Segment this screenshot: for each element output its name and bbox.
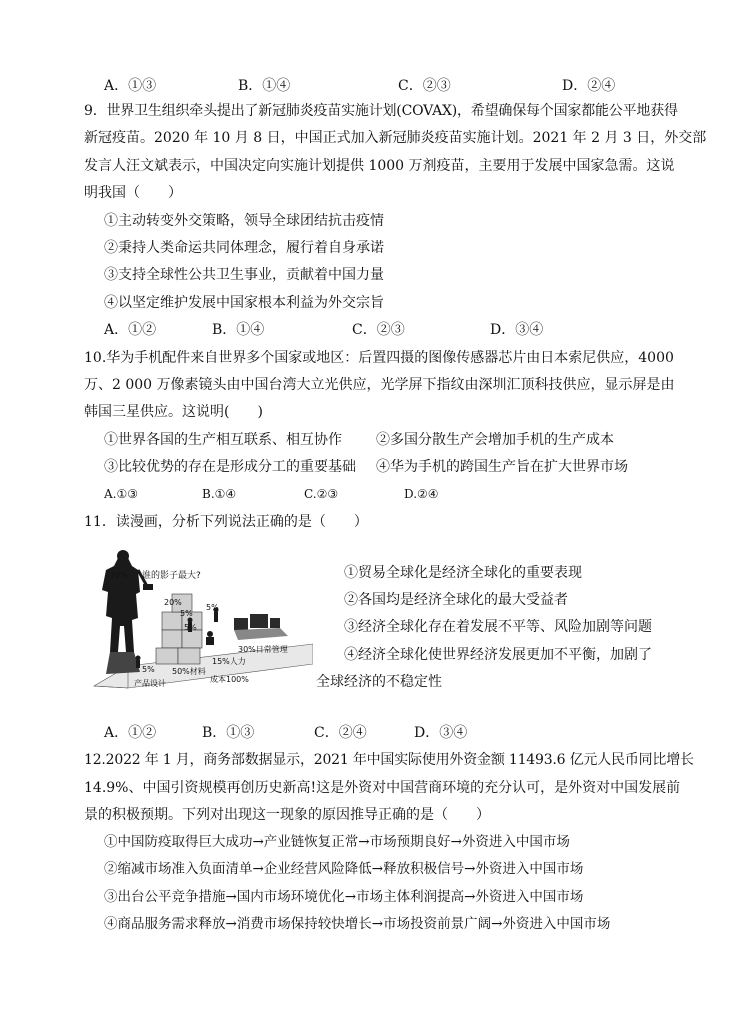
q8-option-b[interactable]: B．①④	[238, 78, 291, 94]
q9-stem-line-1: 9．世界卫生组织牵头提出了新冠肺炎疫苗实施计划(COVAX)，希望确保每个国家都能公平地获得	[84, 103, 678, 119]
q11-cartoon	[88, 548, 313, 696]
q11-cartoon-label-70: 70%	[110, 571, 128, 580]
q8-option-c[interactable]: C．②③	[398, 78, 451, 94]
q10-stem-line-1: 10.华为手机配件来自世界多个国家或地区：后置四摄的图像传感器芯片由日本索尼供应，4000	[84, 350, 674, 366]
q8-option-a[interactable]: A．①③	[104, 78, 157, 94]
q9-stem-line-2: 新冠疫苗。2020 年 10 月 8 日，中国正式加入新冠肺炎疫苗实施计划。2021 年 2 月 3 日，外交部	[84, 130, 707, 146]
q10-option-b[interactable]: B.①④	[202, 487, 237, 501]
q10-option-c[interactable]: C.②③	[304, 487, 339, 501]
q9-stem-line-4: 明我国（ ）	[84, 185, 182, 201]
q10-stem-line-3: 韩国三星供应。这说明( )	[84, 404, 263, 420]
q9-option-b[interactable]: B．①④	[212, 322, 265, 338]
q11-stem: 11．读漫画，分析下列说法正确的是（ ）	[84, 514, 368, 530]
q8-option-d[interactable]: D．②④	[562, 78, 616, 94]
q10-option-d[interactable]: D.②④	[404, 487, 439, 501]
q9-statement-2: ②秉持人类命运共同体理念，履行着自身承诺	[104, 240, 384, 256]
q12-stem-line-3: 景的积极预期。下列对出现这一现象的原因推导正确的是（ ）	[84, 807, 490, 823]
q9-option-c[interactable]: C．②③	[352, 322, 405, 338]
q11-option-a[interactable]: A．①②	[104, 725, 157, 741]
q9-statement-3: ③支持全球性公共卫生事业，贡献着中国力量	[104, 267, 384, 283]
q9-option-d[interactable]: D．③④	[490, 322, 544, 338]
q11-statement-3: ③经济全球化存在着发展不平等、风险加剧等问题	[344, 619, 652, 635]
q12-stem-line-1: 12.2022 年 1 月，商务部数据显示，2021 年中国实际使用外资金额 11493.6 亿元人民币同比增长	[84, 752, 694, 768]
q9-statement-4: ④以坚定维护发展中国家根本利益为外交宗旨	[104, 295, 384, 311]
q10-statement-1: ①世界各国的生产相互联系、相互协作	[104, 432, 342, 448]
q11-cartoon-label-cost: 成本100%	[210, 675, 249, 684]
q11-cartoon-label-5b: 5%	[206, 603, 219, 612]
q11-statement-4-cont: 全球经济的不稳定性	[316, 674, 442, 690]
q9-option-a[interactable]: A．①②	[104, 322, 157, 338]
q12-statement-4: ④商品服务需求释放→消费市场保持较快增长→市场投资前景广阔→外资进入中国市场	[104, 916, 611, 932]
q10-statement-3: ③比较优势的存在是形成分工的重要基础	[104, 459, 356, 475]
q10-stem-line-2: 万、2 000 万像素镜头由中国台湾大立光供应，光学屏下指纹由深圳汇顶科技供应，显示屏是由	[84, 377, 675, 393]
q11-cartoon-label-5d: 5%	[142, 665, 155, 674]
q10-statement-2: ②多国分散生产会增加手机的生产成本	[376, 432, 614, 448]
q11-cartoon-label-labor: 15%人力	[212, 657, 246, 666]
q11-statement-4: ④经济全球化使世界经济发展更加不平衡，加剧了	[344, 647, 652, 663]
q11-statement-1: ①贸易全球化是经济全球化的重要表现	[344, 565, 582, 581]
q11-cartoon-label-20: 20%	[164, 598, 182, 607]
q11-cartoon-label-5a: 5%	[180, 609, 193, 618]
q10-option-a[interactable]: A.①③	[104, 487, 138, 501]
q9-statement-1: ①主动转变外交策略，领导全球团结抗击疫情	[104, 213, 384, 229]
q12-stem-line-2: 14.9%、中国引资规模再创历史新高!这是外资对中国营商环境的充分认可，是外资对中国发展前	[84, 780, 681, 796]
q11-option-b[interactable]: B．①③	[202, 725, 255, 741]
q9-stem-line-3: 发言人汪文斌表示，中国决定向实施计划提供 1000 万剂疫苗，主要用于发展中国家急需。这说	[84, 158, 675, 174]
q11-cartoon-title: 谁的影子最大?	[142, 571, 201, 581]
q10-statement-4: ④华为手机的跨国生产旨在扩大世界市场	[376, 459, 628, 475]
q11-cartoon-label-design: 产品设计	[134, 679, 166, 688]
q11-option-d[interactable]: D．③④	[414, 725, 468, 741]
q11-cartoon-label-materials: 50%材料	[172, 667, 206, 676]
q11-cartoon-label-management: 30%日常管理	[238, 645, 288, 654]
q12-statement-3: ③出台公平竞争措施→国内市场环境优化→市场主体利润提高→外资进入中国市场	[104, 889, 584, 905]
q11-cartoon-label-5c: 5%	[184, 623, 197, 632]
q11-statement-2: ②各国均是经济全球化的最大受益者	[344, 592, 568, 608]
q12-statement-2: ②缩减市场准入负面清单→企业经营风险降低→释放积极信号→外资进入中国市场	[104, 861, 584, 877]
q11-option-c[interactable]: C．②④	[314, 725, 367, 741]
q12-statement-1: ①中国防疫取得巨大成功→产业链恢复正常→市场预期良好→外资进入中国市场	[104, 834, 570, 850]
